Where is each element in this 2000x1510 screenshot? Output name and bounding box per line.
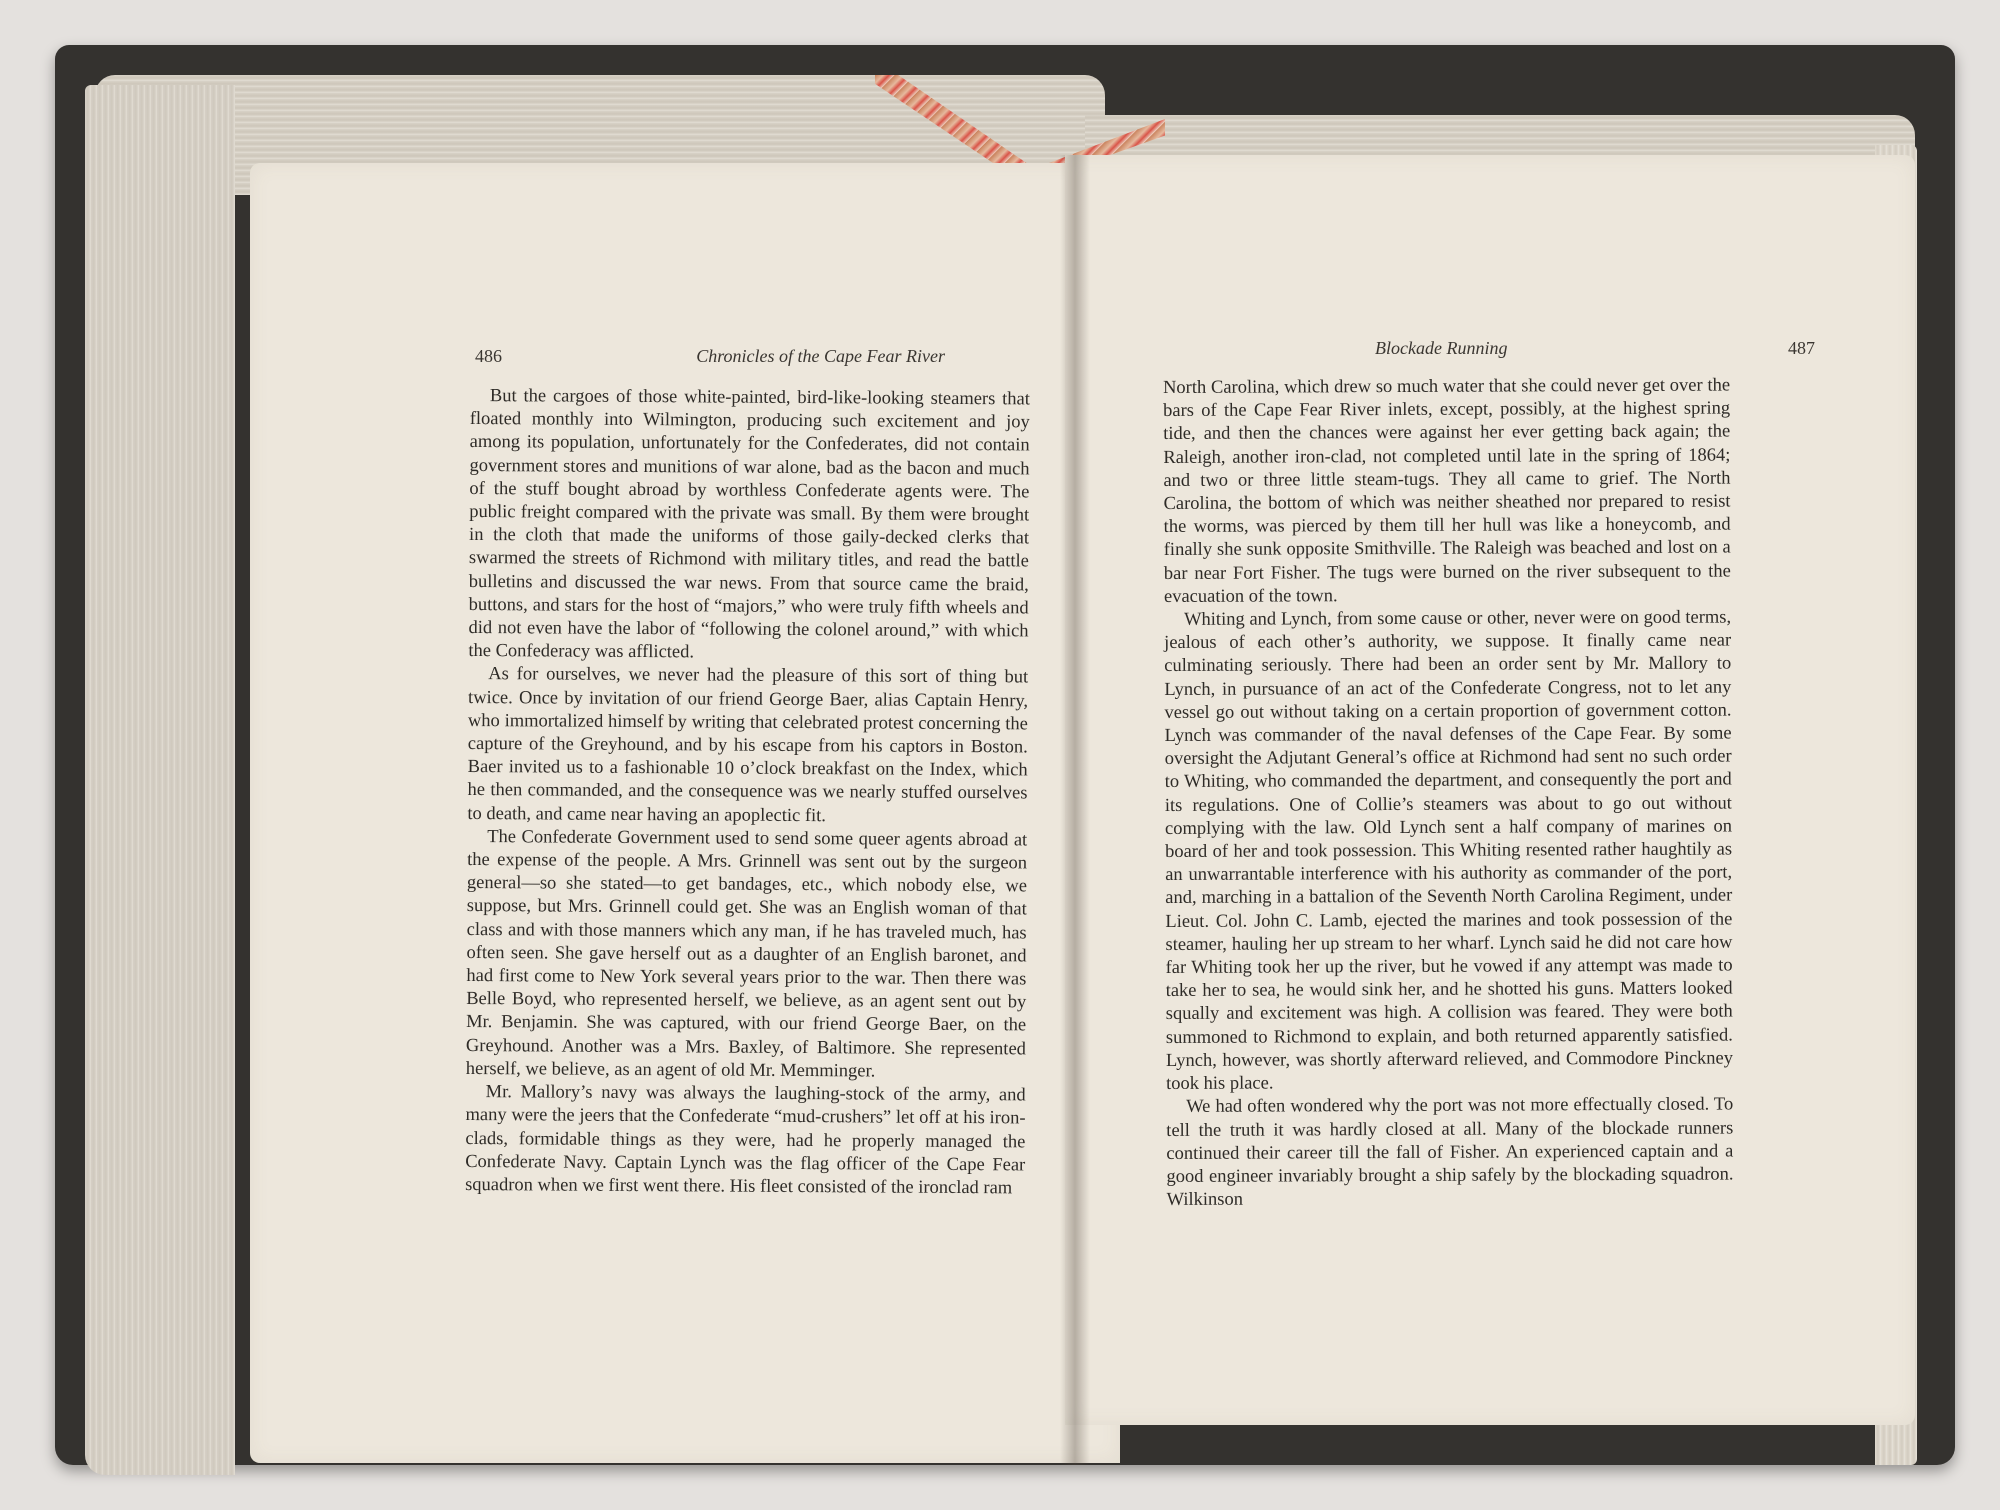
- right-page-number: 487: [1788, 338, 1815, 358]
- right-paragraph: North Carolina, which drew so much water that she could never get over the bars of the Cape Fear River inlets, except, possibly, at the highest spring tide, and then the chances were against her ever getting back again; the Raleigh, another iron-clad, not completed until late in the spring of 1864; and two or three little steam-tugs. They all came to grief. The North Carolina, the bottom of which was neither sheathed nor prepared to resist the worms, was pierced by them till her hull was like a honeycomb, and finally she sunk opposite Smithville. The Raleigh was beached and lost on a bar near Fort Fisher. The tugs were burned on the river subsequent to the evacuation of the town.: [1163, 375, 1731, 607]
- right-running-title: Blockade Running: [1375, 338, 1508, 358]
- left-page-body: [465, 385, 1030, 1201]
- left-paragraph: The Confederate Government used to send some queer agents abroad at the expense of the people. A Mrs. Grinnell was sent out by the surgeon general—so she stated—to get bandages, etc., which nobody else, we suppose, but Mrs. Grinnell could get. She was an English woman of that class and with those manners which any man, if he has traveled much, has often seen. She gave herself out as a daughter of an English baronet, and had first come to New York several years prior to the war. Then there was Belle Boyd, who represented herself, we believe, as an agent sent out by Mr. Benjamin. She was captured, with our friend George Baer, on the Greyhound. Another was a Mrs. Baxley, of Baltimore. She represented herself, we believe, as an agent of old Mr. Memminger.: [465, 826, 1028, 1082]
- left-page-header: [475, 346, 945, 367]
- page-edges-left: [85, 85, 235, 1475]
- left-paragraph: As for ourselves, we never had the pleasure of this sort of thing but twice. Once by invitation of our friend George Baer, alias Captain Henry, who immortalized himself by writing that celebrated protest concerning the capture of the Greyhound, and by his escape from his captors in Boston. Baer invited us to a fashionable 10 o’clock breakfast on the Index, which he then commanded, and the consequence was we nearly stuffed ourselves to death, and came near having an apoplectic fit.: [467, 664, 1029, 826]
- left-page: [250, 163, 1120, 1463]
- left-page-number: 486: [475, 346, 502, 366]
- right-page-body: [1163, 375, 1734, 1213]
- right-paragraph: We had often wondered why the port was not more effectually closed. To tell the truth it was hardly closed at all. Many of the blockade runners continued their career till the fall of Fisher. An experienced captain and a good engineer invariably brought a ship safely by the blockading squadron. Wilkinson: [1166, 1094, 1734, 1211]
- right-page: [1065, 155, 1915, 1425]
- left-paragraph: But the cargoes of those white-painted, bird-like-looking steamers that floated monthly into Wilmington, producing such excitement and joy among its population, unfortunately for the Confederates, did not contain government stores and munitions of war alone, bad as the bacon and much of the stuff bought abroad by worthless Confederate agents were. The public freight compared with the private was small. By them were brought in the cloth that made the uniforms of those gaily-decked clerks that swarmed the streets of Richmond with military titles, and read the battle bulletins and discussed the war news. From that source came the braid, buttons, and stars for the host of “majors,” who were truly fifth wheels and did not even have the labor of “following the colonel around,” with which the Confederacy was afflicted.: [468, 386, 1030, 663]
- left-paragraph: Mr. Mallory’s navy was always the laughing-stock of the army, and many were the jeers that the Confederate “mud-crushers” let off at his iron-clads, formidable things as they were, had he properly managed the Confederate Navy. Captain Lynch was the flag officer of the Cape Fear squadron when we first went there. His fleet consisted of the ironclad ram: [465, 1082, 1026, 1199]
- open-book: [55, 45, 1955, 1495]
- book-gutter: [1060, 155, 1090, 1465]
- right-page-header: [1375, 338, 1815, 359]
- left-running-title: Chronicles of the Cape Fear River: [696, 346, 945, 366]
- right-paragraph: Whiting and Lynch, from some cause or other, never were on good terms, jealous of each other’s authority, we suppose. It finally came near culminating seriously. There had been an order sent by Mr. Mallory to Lynch, in pursuance of an act of the Confederate Congress, not to let any vessel go out without taking on a certain proportion of government cotton. Lynch was commander of the naval defenses of the Cape Fear. By some oversight the Adjutant General’s office at Richmond had sent no such order to Whiting, who commanded the department, and consequently the port and its regulations. One of Collie’s steamers was about to go out without complying with the law. Old Lynch sent a half company of marines on board of her and took possession. This Whiting resented rather haughtily as an unwarrantable interference with his authority as commander of the port, and, marching in a battalion of the Seventh North Carolina Regiment, under Lieut. Col. John C. Lamb, ejected the marines and took possession of the steamer, hauling her up stream to her wharf. Lynch said he did not care how far Whiting took her up the river, but he vowed if any attempt was made to take her to sea, he would sink her, and he shotted his guns. Matters looked squally and excitement was high. A collision was feared. They were both summoned to Richmond to explain, and both returned apparently satisfied. Lynch, however, was shortly afterward relieved, and Commodore Pinckney took his place.: [1164, 607, 1734, 1095]
